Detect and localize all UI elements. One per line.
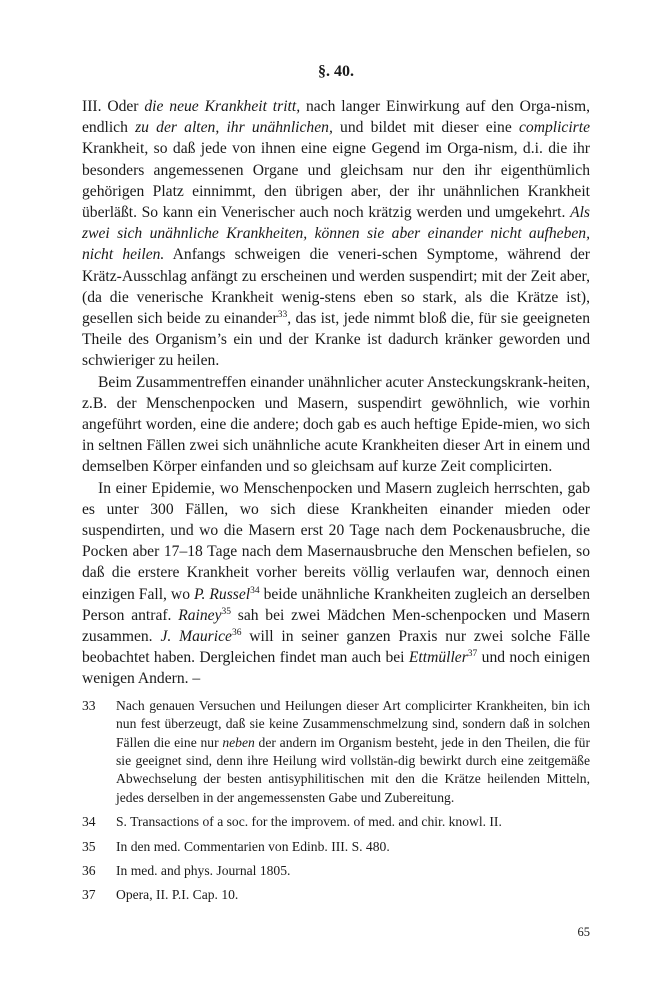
- footnote-ref-33[interactable]: 33: [277, 309, 288, 320]
- body-text: [82, 96, 590, 690]
- footnote-number: 35: [82, 838, 96, 854]
- text-run: beide unähnliche Krankheiten zugleich an derselben Person antraf.: [82, 585, 590, 624]
- footnote-37: [82, 886, 590, 904]
- section-heading: §. 40.: [318, 63, 354, 80]
- footnote-35: [82, 838, 590, 856]
- paragraph-1: [82, 96, 590, 372]
- author-name: Ettmüller: [408, 649, 468, 667]
- author-name: J. Maurice: [160, 628, 232, 646]
- footnote-ref-34[interactable]: 34: [250, 585, 260, 596]
- author-name: Rainey: [178, 606, 222, 624]
- text-run: sah bei zwei Mädchen Men-schenpocken und Masern zusammen.: [82, 606, 590, 646]
- footnote-number: 37: [82, 887, 96, 903]
- page-number: 65: [577, 925, 590, 939]
- text-run: Nach genauen Versuchen und Heilungen dieser Art complicirter Krankheiten, bin ich nun fest überzeugt, daß sie keine Zusammenschmelzung sind, sondern daß in solchen Fällen die eine nur: [116, 697, 590, 750]
- footnote-36: [82, 862, 590, 880]
- footnote-ref-36[interactable]: 36: [231, 627, 242, 638]
- footnote-ref-35[interactable]: 35: [221, 606, 231, 617]
- footnote-number: 34: [82, 814, 96, 830]
- page: [82, 62, 590, 911]
- text-run: nach langer Einwirkung auf den Orga-nism, endlich: [82, 98, 590, 137]
- footnote-text: In den med. Commentarien von Edinb. III. S. 480.: [116, 838, 390, 854]
- footnote-ref-37[interactable]: 37: [467, 649, 478, 660]
- emphasis: complicirte: [518, 119, 591, 137]
- footnote-text: [116, 697, 590, 807]
- text-run: und bildet mit dieser eine: [332, 119, 519, 137]
- footnote-34: [82, 813, 590, 831]
- footnotes: [82, 697, 590, 905]
- text-run: Anfangs schweigen die veneri-schen Symptome, während der Krätz-Ausschlag anfängt zu erscheinen und werden suspendirt; mit der Zeit aber, (da die venerische Krankheit wenig-stens eben so stark, als die Krätze ist), gesellen sich beide zu einander: [82, 246, 590, 328]
- emphasis: Als zwei sich unähnliche Krankheiten, können sie aber einander nicht aufheben, nicht heilen.: [82, 204, 590, 264]
- emphasis: zu der alten, ihr unähnlichen,: [135, 119, 333, 137]
- text-run: der andern im Organism besteht, jede in den Theilen, die für sie geeignet sind, denn ihre Heilung wird vollstän-dig bewirkt durch eine zeitgemäße Abwechselung der besten antisyphilitischen mit den die Krätze heilenden Mitteln, jedes derselben in der angemessensten Gabe und Zubereitung.: [116, 734, 590, 805]
- emphasis: die neue Krankheit tritt,: [144, 98, 301, 115]
- paragraph-3: [82, 478, 590, 690]
- footnote-text: S. Transactions of a soc. for the improvem. of med. and chir. knowl. II.: [116, 814, 502, 830]
- author-name: P. Russel: [193, 585, 251, 603]
- footnote-text: In med. and phys. Journal 1805.: [116, 862, 291, 878]
- footnote-number: 36: [82, 862, 96, 878]
- footnote-number: 33: [82, 697, 96, 713]
- footnote-text: Opera, II. P.I. Cap. 10.: [116, 887, 239, 903]
- text-run: III. Oder: [82, 98, 145, 115]
- emphasis: neben: [222, 734, 255, 750]
- text-run: und noch einigen wenigen Andern. –: [82, 649, 591, 688]
- paragraph-2: Beim Zusammentreffen einander unähnlicher acuter Ansteckungskrank-heiten, z.B. der Menschenpocken und Masern, suspendirt gewöhnlich, wie vorhin angeführt worden, eine die andere; doch gab es auch heftige Epide-mien, wo sich in seltnen Fällen zwei sich unähnliche acute Krankheiten dieser Art in einem und demselben Körper einfanden und so gleichsam auf kurze Zeit complicirten.: [82, 373, 590, 476]
- footnote-33: [82, 697, 590, 807]
- text-run: In einer Epidemie, wo Menschenpocken und Masern zugleich herrschten, gab es unter 300 Fällen, wo sich diese Krankheiten einander mieden oder suspendirten, und wo die Masern erst 20 Tage nach dem Pockenausbruche, die Pocken aber 17–18 Tage nach dem Masernausbruche den Menschen befielen, so daß die erstere Krankheit vorher bereits völlig verlaufen war, dennoch einen einzigen Fall, wo: [82, 479, 590, 603]
- text-run: Krankheit, so daß jede von ihnen eine eigne Gegend im Orga-nism, d.i. die ihr besonders angemessenen Organe und gleichsam nur den ihr eigenthümlich gehörigen Platz einnimmt, den übrigen aber, der ihr unähnlichen Krankheit überläßt. So kann ein Venerischer auch noch krätzig werden und umgekehrt.: [82, 140, 590, 222]
- text-run: , das ist, jede nimmt bloß die, für sie geeigneten Theile des Organism’s ein und der Kranke ist dadurch kränker geworden und schwieriger zu heilen.: [82, 310, 590, 370]
- text-run: will in seiner ganzen Praxis nur zwei solche Fälle beobachtet haben. Dergleichen findet man auch bei: [82, 628, 591, 667]
